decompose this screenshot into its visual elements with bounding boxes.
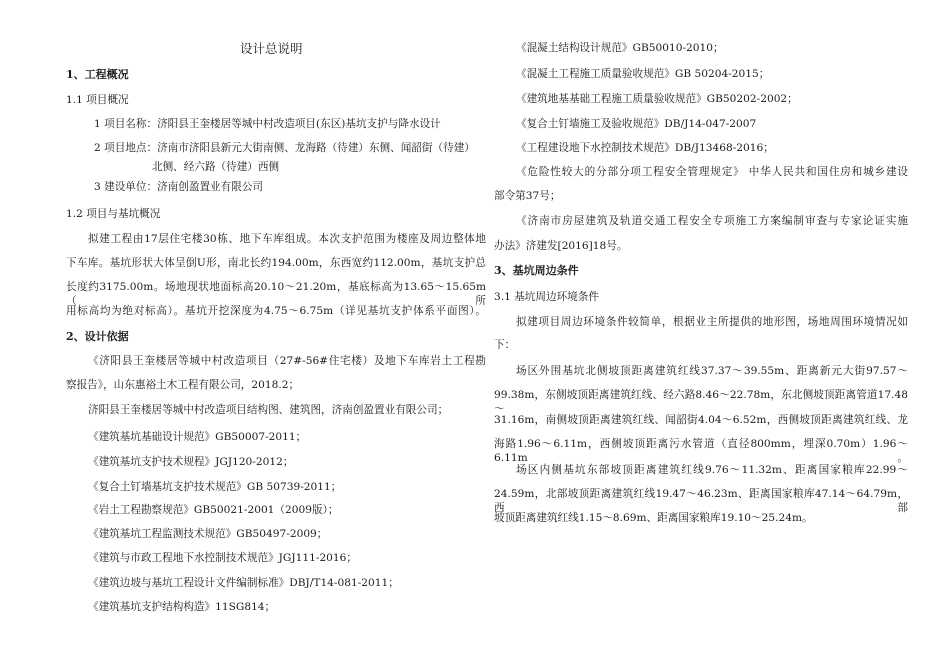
reference-item: 《建筑边坡与基坑工程设计文件编制标准》DBJ/T14-081-2011； bbox=[88, 577, 399, 589]
subsection-1-2-heading: 1.2 项目与基坑概况 bbox=[66, 208, 161, 220]
section-2-heading: 2、设计依据 bbox=[66, 330, 129, 343]
project-location-item-cont: 北侧、经六路（待建）西侧 bbox=[152, 161, 280, 173]
reference-item: 《工程建设地下水控制技术规范》DB/J13468-2016； bbox=[516, 142, 774, 154]
outer-conditions-line: 场区外围基坑北侧坡顶距离建筑红线37.37～39.55m、距离新元大街97.57～ bbox=[516, 365, 908, 377]
reference-item: 《济阳县王奎楼居等城中村改造项目（27#-56#住宅楼）及地下车库岩土工程勘 bbox=[88, 355, 486, 367]
reference-item: 《建筑与市政工程地下水控制技术规范》JGJ111-2016； bbox=[88, 552, 357, 564]
reference-item: 《危险性较大的分部分项工程安全管理规定》 中华人民共和国住房和城乡建设 bbox=[516, 166, 908, 178]
section-1-heading: 1、工程概况 bbox=[66, 68, 129, 81]
overview-paragraph-line: 下车库。基坑形状大体呈倒U形，南北长约194.00m，东西宽约112.00m，基坑支护总 bbox=[66, 257, 486, 269]
builder-item: 3 建设单位：济南创盈置业有限公司 bbox=[94, 181, 264, 193]
inner-conditions-line: 坡顶距离建筑红线1.15～8.69m、距离国家粮库19.10～25.24m。 bbox=[494, 512, 813, 524]
reference-item: 《岩土工程勘察规范》GB50021-2001（2009版）； bbox=[88, 504, 339, 516]
reference-item: 《建筑基坑支护结构构造》11SG814； bbox=[88, 601, 276, 613]
page-title: 设计总说明 bbox=[240, 41, 303, 56]
subsection-3-1-heading: 3.1 基坑周边环境条件 bbox=[494, 291, 599, 303]
reference-item-cont: 办法》济建发[2016]18号。 bbox=[494, 240, 628, 252]
subsection-1-1-heading: 1.1 项目概况 bbox=[66, 94, 129, 106]
project-name-item: 1 项目名称：济阳县王奎楼居等城中村改造项目(东区)基坑支护与降水设计 bbox=[94, 118, 441, 130]
overview-paragraph-line: 用标高均为绝对标高）。基坑开挖深度为4.75～6.75m（详见基坑支护体系平面图）。 bbox=[66, 305, 486, 317]
reference-item: 《混凝土工程施工质量验收规范》GB 50204-2015； bbox=[516, 68, 770, 80]
reference-item: 《复合土钉墙基坑支护技术规范》GB 50739-2011； bbox=[88, 481, 342, 493]
reference-item: 《建筑基坑支护技术规程》JGJ120-2012； bbox=[88, 456, 294, 468]
reference-item: 《建筑基坑工程监测技术规范》GB50497-2009； bbox=[88, 528, 328, 540]
reference-item: 《建筑基坑基础设计规范》GB50007-2011； bbox=[88, 431, 307, 443]
environment-paragraph-line: 拟建项目周边环境条件较简单，根据业主所提供的地形图，场地周围环境情况如 bbox=[516, 316, 908, 328]
reference-item: 《建筑地基基础工程施工质量验收规范》GB50202-2002； bbox=[516, 93, 798, 105]
outer-conditions-line: 31.16m，南侧坡顶距离建筑红线、闻韶街4.04～6.52m，西侧坡顶距离建筑红线、龙 bbox=[494, 414, 908, 426]
reference-item: 《混凝土结构设计规范》GB50010-2010； bbox=[516, 42, 724, 54]
overview-paragraph-line: 拟建工程由17层住宅楼30栋、地下车库组成。本次支护范围为楼座及周边整体地 bbox=[88, 233, 486, 245]
overview-paragraph-line: 长度约3175.00m。场地现状地面标高20.10～21.20m，基底标高为13.65～15.65m（所 bbox=[66, 281, 486, 307]
outer-conditions-line: 99.38m，东侧坡顶距离建筑红线、经六路8.46～22.78m，东北侧坡顶距离管道17.48～ bbox=[494, 389, 908, 415]
outer-conditions-line: 海路1.96～6.11m，西侧坡顶距离污水管道（直径800mm，埋深0.70m）1.96～6.11m。 bbox=[494, 438, 908, 464]
reference-item: 《济南市房屋建筑及轨道交通工程安全专项施工方案编制审查与专家论证实施 bbox=[516, 215, 908, 227]
project-location-item: 2 项目地点：济南市济阳县新元大街南侧、龙海路（待建）东侧、闻韶街（待建） bbox=[94, 142, 475, 154]
section-3-heading: 3、基坑周边条件 bbox=[494, 264, 579, 277]
reference-item: 济阳县王奎楼居等城中村改造项目结构图、建筑图，济南创盈置业有限公司； bbox=[88, 404, 449, 416]
inner-conditions-line: 24.59m，北部坡顶距离建筑红线19.47～46.23m、距离国家粮库47.14～64.79m，西部 bbox=[494, 488, 908, 514]
reference-item-cont: 察报告》，山东惠裕土木工程有限公司，2018.2； bbox=[66, 379, 300, 391]
inner-conditions-line: 场区内侧基坑东部坡顶距离建筑红线9.76～11.32m、距离国家粮库22.99～ bbox=[516, 464, 908, 476]
reference-item-cont: 部令第37号； bbox=[494, 190, 561, 202]
reference-item: 《复合土钉墙施工及验收规范》DB/J14-047-2007 bbox=[516, 118, 757, 130]
environment-paragraph-line: 下： bbox=[494, 339, 516, 351]
